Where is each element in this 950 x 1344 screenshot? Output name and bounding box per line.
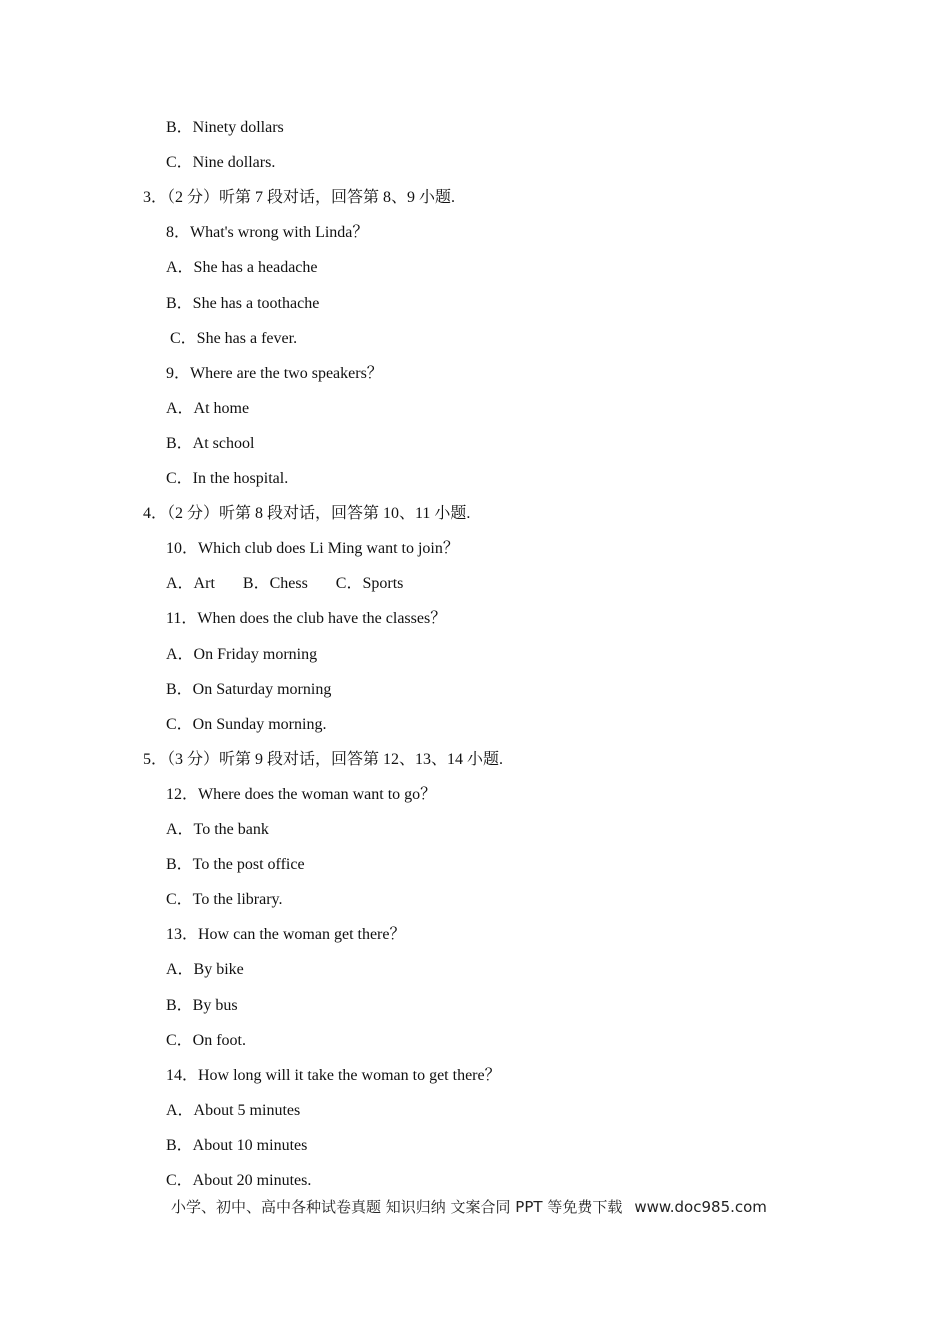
footer-url[interactable]: www.doc985.com	[634, 1198, 767, 1216]
sub-question: 11．When does the club have the classes？	[166, 610, 447, 628]
answer-option: C．Nine dollars.	[166, 154, 276, 172]
sub-question: 8．What's wrong with Linda？	[166, 224, 369, 242]
answer-option: A．About 5 minutes	[166, 1101, 301, 1119]
sub-question: 14．How long will it take the woman to get there？	[166, 1066, 501, 1084]
answer-option: C．To the library.	[166, 891, 283, 909]
answer-option: B．By bus	[166, 996, 238, 1014]
answer-option: B．To the post office	[166, 856, 305, 874]
answer-option: C．About 20 minutes.	[166, 1172, 312, 1189]
answer-option: C．In the hospital.	[166, 470, 289, 487]
sub-question: 13．How can the woman get there？	[166, 926, 406, 944]
option-item: B．Chess	[242, 575, 308, 593]
inline-options-row	[166, 574, 403, 594]
page-footer	[171, 1196, 767, 1217]
question-heading: 5．（3 分）听第 9 段对话，回答第 12、13、14 小题.	[143, 750, 504, 768]
footer-text: 小学、初中、高中各种试卷真题 知识归纳 文案合同 PPT 等免费下载	[171, 1198, 623, 1216]
option-item: A．Art	[166, 575, 215, 593]
answer-option: A．To the bank	[166, 821, 269, 838]
answer-option: B．Ninety dollars	[166, 119, 284, 136]
answer-option: B．At school	[166, 434, 255, 452]
answer-option: A．At home	[166, 399, 250, 417]
answer-option: A．By bike	[166, 961, 244, 979]
sub-question: 9．Where are the two speakers？	[166, 364, 383, 382]
answer-option: C．On foot.	[166, 1031, 247, 1049]
answer-option: A．On Friday morning	[166, 645, 318, 663]
sub-question: 10．Which club does Li Ming want to join？	[166, 540, 459, 558]
answer-option: C．She has a fever.	[166, 329, 298, 347]
answer-option: B．About 10 minutes	[166, 1136, 308, 1154]
answer-option: C．On Sunday morning.	[166, 715, 327, 733]
option-item: C．Sports	[335, 575, 404, 593]
answer-option: B．She has a toothache	[166, 294, 320, 312]
question-heading: 3．（2 分）听第 7 段对话，回答第 8、9 小题.	[143, 189, 456, 207]
sub-question: 12．Where does the woman want to go？	[166, 785, 437, 803]
question-heading: 4．（2 分）听第 8 段对话，回答第 10、11 小题.	[143, 505, 471, 523]
answer-option: B．On Saturday morning	[166, 680, 332, 698]
answer-option: A．She has a headache	[166, 259, 318, 277]
